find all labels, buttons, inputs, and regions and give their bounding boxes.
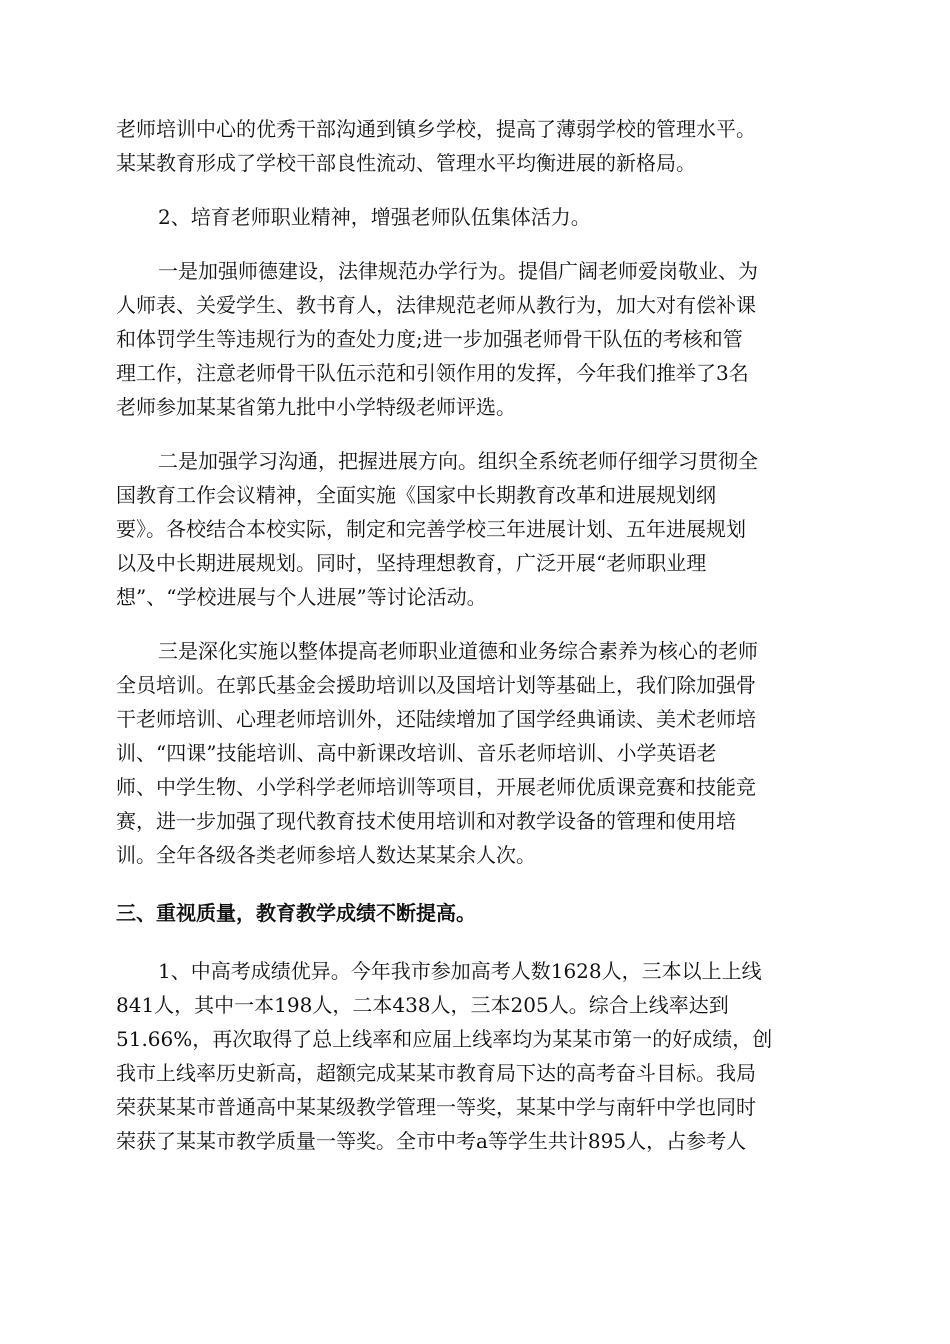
paragraph-6 bbox=[116, 954, 836, 1158]
document-page bbox=[116, 112, 836, 1158]
text-line: 国教育工作会议精神，全面实施《国家中长期教育改革和进展规划纲 bbox=[116, 483, 716, 507]
text-line: 老师参加某某省第九批中小学特级老师评选。 bbox=[116, 395, 516, 419]
text-line: 干老师培训、心理老师培训外，还陆续增加了国学经典诵读、美术老师培 bbox=[116, 707, 756, 731]
section-heading: 三、重视质量，教育教学成绩不断提高。 bbox=[116, 901, 476, 925]
text-line: 理工作，注意老师骨干队伍示范和引领作用的发挥，今年我们推举了3名 bbox=[116, 361, 749, 385]
text-line: 某某教育形成了学校干部良性流动、管理水平均衡进展的新格局。 bbox=[116, 151, 696, 175]
text-line: 荣获某某市普通高中某某级教学管理一等奖，某某中学与南轩中学也同时 bbox=[116, 1095, 756, 1119]
text-line: 以及中长期进展规划。同时，坚持理想教育，广泛开展“老师职业理 bbox=[116, 551, 707, 575]
text-line: 一是加强师德建设，法律规范办学行为。提倡广阔老师爱岗敬业、为 bbox=[158, 259, 758, 283]
paragraph-5 bbox=[116, 634, 836, 872]
text-line: 想”、“学校进展与个人进展”等讨论活动。 bbox=[116, 585, 487, 609]
text-line: 荣获了某某市教学质量一等奖。全市中考a等学生共计895人，占参考人 bbox=[116, 1129, 747, 1153]
paragraph-2 bbox=[116, 200, 836, 234]
text-line: 二是加强学习沟通，把握进展方向。组织全系统老师仔细学习贯彻全 bbox=[158, 449, 758, 473]
text-line: 训、“四课”技能培训、高中新课改培训、音乐老师培训、小学英语老 bbox=[116, 741, 717, 765]
text-line: 三是深化实施以整体提高老师职业道德和业务综合素养为核心的老师 bbox=[158, 639, 758, 663]
paragraph-3 bbox=[116, 254, 836, 424]
text-line: 和体罚学生等违规行为的查处力度;进一步加强老师骨干队伍的考核和管 bbox=[116, 327, 743, 351]
text-line: 51.66%，再次取得了总上线率和应届上线率均为某某市第一的好成绩，创 bbox=[116, 1027, 773, 1051]
text-line: 老师培训中心的优秀干部沟通到镇乡学校，提高了薄弱学校的管理水平。 bbox=[116, 117, 756, 141]
text-line: 要》。各校结合本校实际，制定和完善学校三年进展计划、五年进展规划 bbox=[116, 517, 746, 541]
text-line: 师、中学生物、小学科学老师培训等项目，开展老师优质课竞赛和技能竞 bbox=[116, 775, 756, 799]
text-line: 训。全年各级各类老师参培人数达某某余人次。 bbox=[116, 843, 536, 867]
text-line: 1、中高考成绩优异。今年我市参加高考人数1628人，三本以上上线 bbox=[158, 959, 762, 983]
text-line: 人师表、关爱学生、教书育人，法律规范老师从教行为，加大对有偿补课 bbox=[116, 293, 756, 317]
text-line: 赛，进一步加强了现代教育技术使用培训和对教学设备的管理和使用培 bbox=[116, 809, 736, 833]
paragraph-1 bbox=[116, 112, 836, 180]
paragraph-4 bbox=[116, 444, 836, 614]
text-line: 全员培训。在郭氏基金会援助培训以及国培计划等基础上，我们除加强骨 bbox=[116, 673, 756, 697]
text-line: 我市上线率历史新高，超额完成某某市教育局下达的高考奋斗目标。我局 bbox=[116, 1061, 756, 1085]
text-line: 841人，其中一本198人，二本438人，三本205人。综合上线率达到 bbox=[116, 993, 729, 1017]
text-line: 2、培育老师职业精神，增强老师队伍集体活力。 bbox=[158, 205, 591, 229]
